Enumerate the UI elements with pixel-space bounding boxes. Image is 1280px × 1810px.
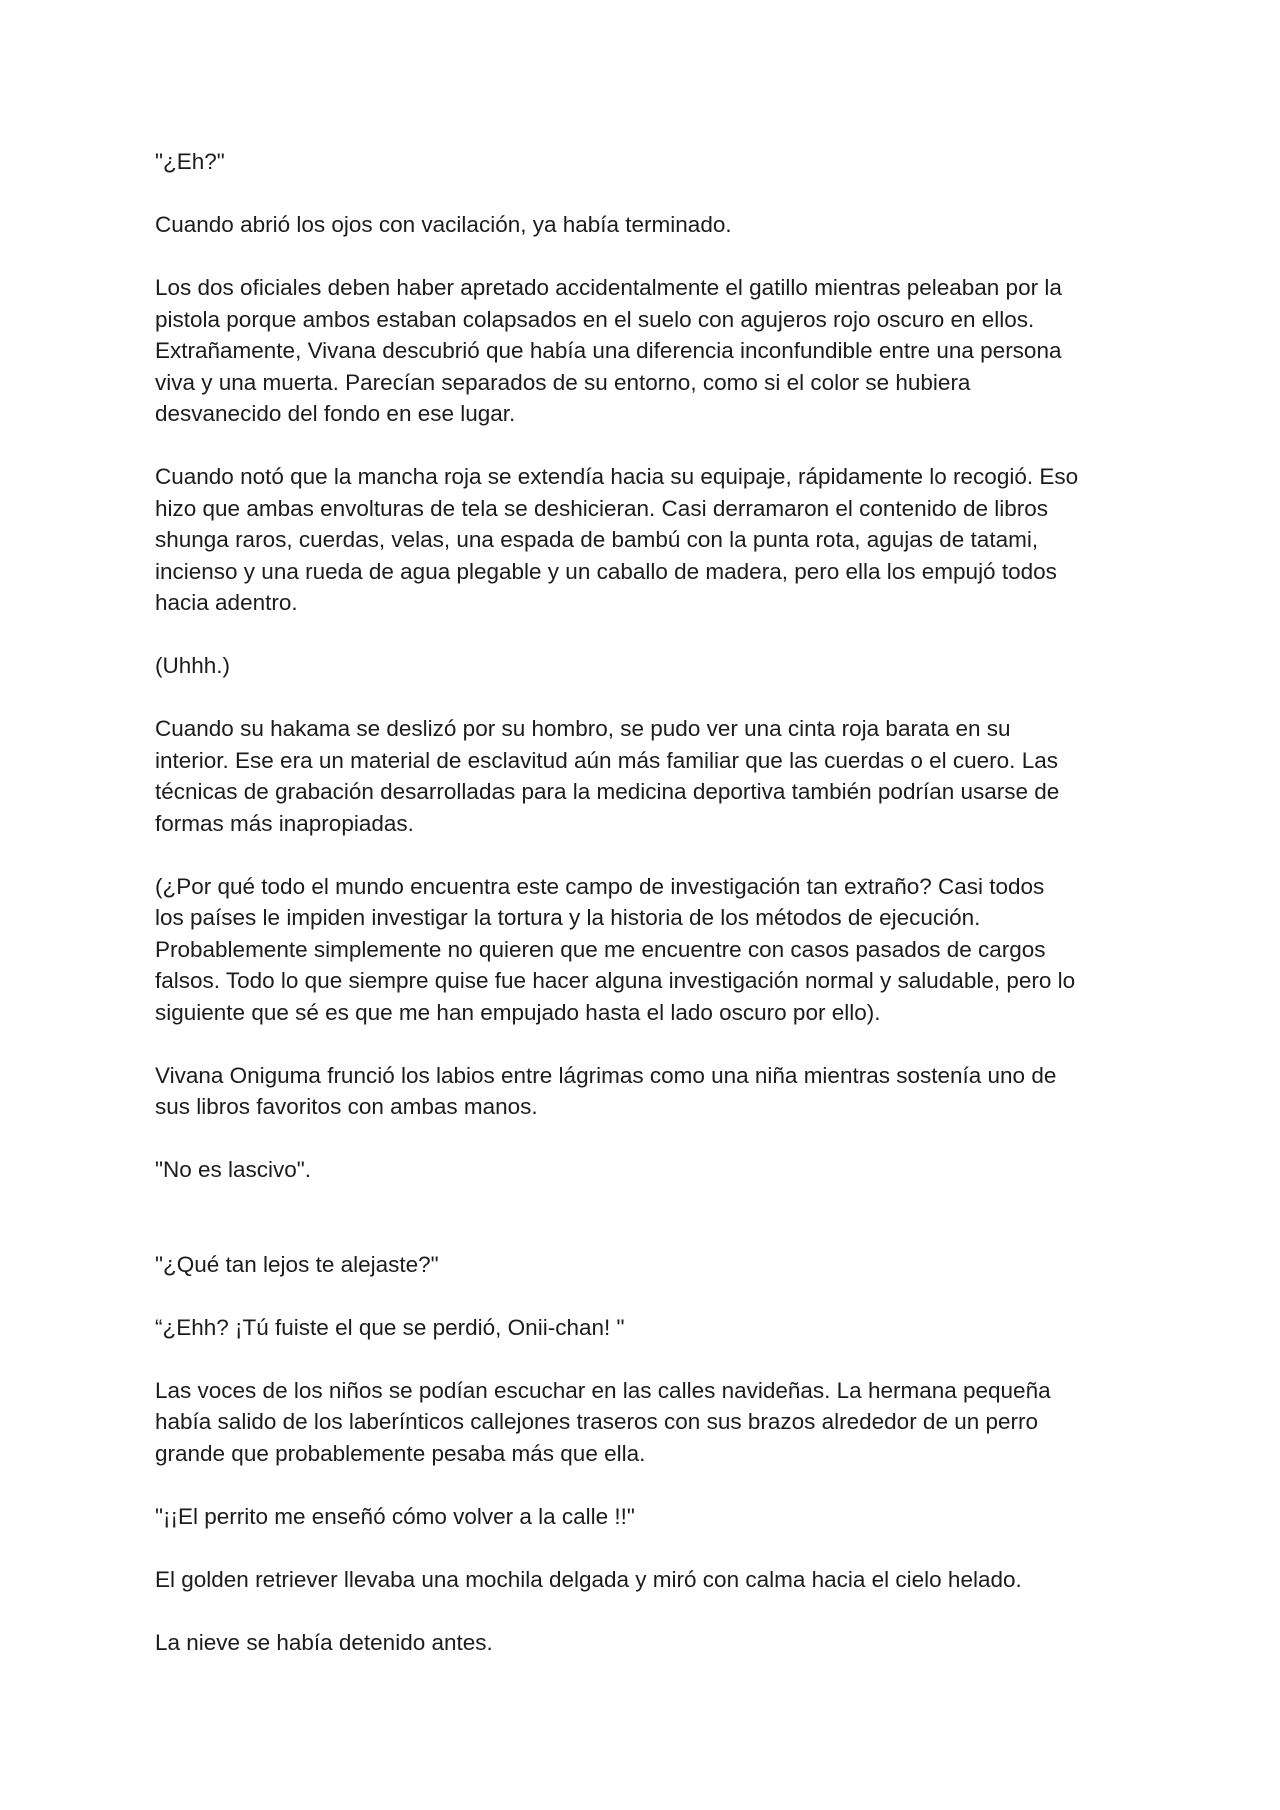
document-page bbox=[155, 146, 1140, 1690]
paragraph: Cuando notó que la mancha roja se extendía hacia su equipaje, rápidamente lo recogió. Eso hizo que ambas envolturas de tela se deshicieran. Casi derramaron el contenido de libros shunga raros, cuerdas, velas, una espada de bambú con la punta rota, agujas de tatami, incienso y una rueda de agua plegable y un caballo de madera, pero ella los empujó todos hacia adentro. bbox=[155, 464, 1079, 615]
paragraph: "No es lascivo". bbox=[155, 1157, 312, 1182]
section-break bbox=[155, 1217, 1140, 1249]
paragraph: "¿Eh?" bbox=[155, 149, 225, 174]
paragraph: (¿Por qué todo el mundo encuentra este campo de investigación tan extraño? Casi todos los países le impiden investigar la tortura y la historia de los métodos de ejecución. Probablemente simplemente no quieren que me encuentre con casos pasados de cargos falsos. Todo lo que siempre quise fue hacer alguna investigación normal y saludable, pero lo siguiente que sé es que me han empujado hasta el lado oscuro por ello). bbox=[155, 873, 1076, 1025]
section-2 bbox=[155, 1249, 1140, 1659]
paragraph: (Uhhh.) bbox=[155, 653, 231, 678]
paragraph: Cuando abrió los ojos con vacilación, ya había terminado. bbox=[155, 212, 732, 237]
paragraph: “¿Ehh? ¡Tú fuiste el que se perdió, Onii-chan! " bbox=[155, 1314, 625, 1340]
paragraph: Cuando su hakama se deslizó por su hombro, se pudo ver una cinta roja barata en su interior. Ese era un material de esclavitud aún más familiar que las cuerdas o el cuero. Las técnicas de grabación desarrolladas para la medicina deportiva también podrían usarse de formas más inapropiadas. bbox=[155, 716, 1060, 836]
paragraph: La nieve se había detenido antes. bbox=[155, 1629, 493, 1655]
paragraph: Las voces de los niños se podían escuchar en las calles navideñas. La hermana pequeña había salido de los laberínticos callejones traseros con sus brazos alrededor de un perro grande que probablemente pesaba más que ella. bbox=[155, 1377, 1051, 1466]
paragraph: "¡¡El perrito me enseñó cómo volver a la calle !!" bbox=[155, 1503, 635, 1529]
paragraph: Los dos oficiales deben haber apretado accidentalmente el gatillo mientras peleaban por la pistola porque ambos estaban colapsados en el suelo con agujeros rojo oscuro en ellos. Extrañamente, Vivana descubrió que había una diferencia inconfundible entre una persona viva y una muerta. Parecían separados de su entorno, como si el color se hubiera desvanecido del fondo en ese lugar. bbox=[155, 275, 1062, 426]
paragraph: "¿Qué tan lejos te alejaste?" bbox=[155, 1251, 439, 1277]
paragraph: Vivana Oniguma frunció los labios entre lágrimas como una niña mientras sostenía uno de sus libros favoritos con ambas manos. bbox=[155, 1062, 1057, 1119]
paragraph: El golden retriever llevaba una mochila delgada y miró con calma hacia el cielo helado. bbox=[155, 1566, 1022, 1592]
section-1 bbox=[155, 146, 1140, 1186]
